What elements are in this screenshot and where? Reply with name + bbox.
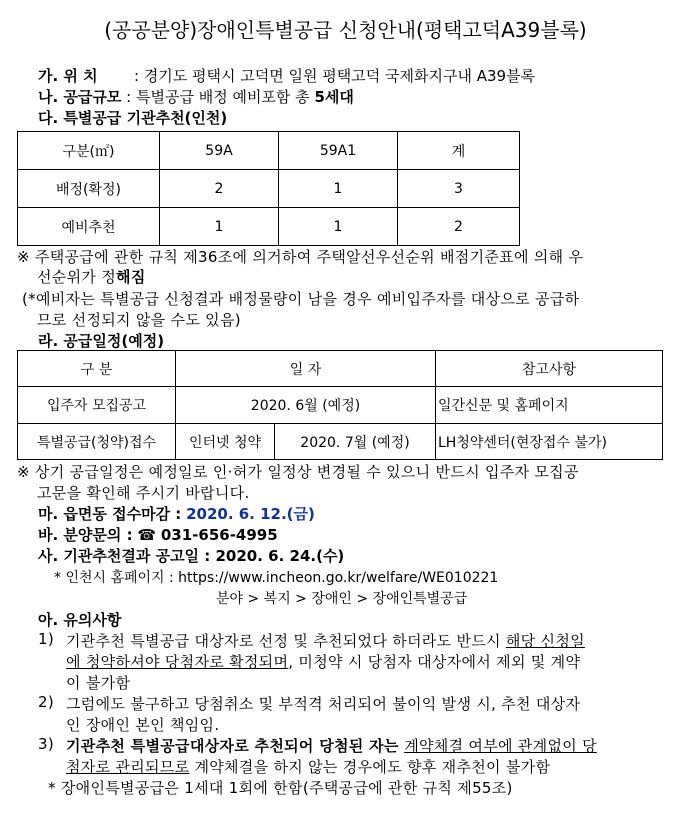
table2-header: 일 자 [176,351,436,387]
table-cell: 2020. 6월 (예정) [176,387,436,424]
caution-2-line1: 그럼에도 불구하고 당첨취소 및 부적격 처리되어 불이익 발생 시, 추천 대상자 [66,695,581,713]
scale-line [38,86,354,107]
caution-3-num: 3) [38,735,54,753]
scale-label: 나. 공급규모 [38,88,122,106]
table-row [18,170,520,208]
phone-icon: ☎ [137,526,157,544]
inquiry-label: 바. 분양문의 : [38,526,133,544]
table-row [18,424,663,460]
caution-3-bold: 기관추천 특별공급대상자로 추천되어 당첨된 자는 [66,737,405,755]
table-cell: 예비추천 [18,208,160,246]
deadline-value: 2020. 6. 12.(금) [186,505,315,523]
caution-2-line2: 인 장애인 본인 책임임. [66,716,220,734]
table-cell: 배정(확정) [18,170,160,208]
scale-value-bold: 5세대 [314,88,354,106]
table-row [18,387,663,424]
deadline-label: 마. 읍면동 접수마감 : [38,505,182,523]
incheon-line2: 분야 > 복지 > 장애인 > 장애인특별공급 [216,591,468,607]
caution-1-num: 1) [38,630,54,648]
caution-1-line1 [66,630,585,651]
table-cell: 1 [279,170,398,208]
table2-header: 참고사항 [436,351,663,387]
table-cell: 2 [398,208,520,246]
caution-3-line2 [66,756,550,777]
table1-header: 계 [398,132,520,170]
note1-line1: ※ 주택공급에 관한 규칙 제36조에 의거하여 주택알선우선순위 배점기준표에 의해 우 [17,248,584,266]
table-cell: 인터넷 청약 [176,424,275,460]
note3-line1: ※ 상기 공급일정은 예정일로 인·허가 일정상 변경될 수 있으니 반드시 입주자 모집공 [17,463,579,481]
caution-3-underlined: 첨자로 관리되므로 [66,758,190,776]
caution-3-line1 [66,735,597,756]
note1-line2 [37,266,146,287]
table1-header: 구분(㎡) [18,132,160,170]
caution-2-num: 2) [38,693,54,711]
caution-1-text: , 미청약 시 당첨자 대상자에서 제외 및 계약 [288,653,581,671]
table-cell: 3 [398,170,520,208]
table1-header: 59A1 [279,132,398,170]
table-cell: 일간신문 및 홈페이지 [436,387,663,424]
caution-1-underlined: 해당 신청일 [505,632,585,650]
table-cell: 1 [160,208,279,246]
incheon-line1: * 인천시 홈페이지 : https://www.incheon.go.kr/welfare/WE010221 [54,570,499,586]
table1-header: 59A [160,132,279,170]
table-row [18,208,520,246]
table-cell: 2020. 7월 (예정) [275,424,436,460]
scale-value: : 특별공급 배정 예비포함 총 [126,88,310,106]
location-value: : 경기도 평택시 고덕면 일원 평택고덕 국제화지구내 A39블록 [134,67,536,85]
inquiry-value: 031-656-4995 [160,526,278,544]
table-cell: 1 [279,208,398,246]
table-cell: 특별공급(청약)접수 [18,424,176,460]
deadline-line [38,503,315,524]
page-title: (공공분양)장애인특별공급 신청안내(평택고덕A39블록) [104,18,587,42]
recommend-table [17,131,520,246]
inquiry-line [38,524,278,545]
table-cell: LH청약센터(현장접수 불가) [436,424,663,460]
caution-1-line2 [66,651,580,672]
caution-1-line3: 이 불가함 [66,674,131,692]
note2-line2: 므로 선정되지 않을 수도 있음) [37,311,241,329]
note3-line2: 고문을 확인해 주시기 바랍니다. [37,484,250,502]
caution-3-underlined: 계약체결 여부에 관계없이 당 [404,737,597,755]
caution-1-underlined: 에 청약하셔야 당첨자로 확정되며 [66,653,289,671]
caution-footnote: * 장애인특별공급은 1세대 1회에 한함(주택공급에 관한 규칙 제55조) [48,779,513,797]
note1-line2-text: 선순위가 정 [37,268,117,286]
caution-3-text: 계약체결을 하지 않는 경우에도 향후 재추천이 불가함 [189,758,551,776]
note2-line1: (*예비자는 특별공급 신청결과 배정물량이 남을 경우 예비입주자를 대상으로 공급하 [22,290,580,308]
location-label: 가. 위 치 [38,67,98,85]
schedule-label: 라. 공급일정(예정) [38,332,165,350]
recommend-label: 다. 특별공급 기관추천(인천) [38,109,228,127]
schedule-table [17,350,663,460]
table2-header: 구 분 [18,351,176,387]
note1-line2-bold: 해짐 [116,268,146,286]
announce-label: 사. 기관추천결과 공고일 : 2020. 6. 24.(수) [38,547,345,565]
table-cell: 입주자 모집공고 [18,387,176,424]
caution-label: 아. 유의사항 [38,611,122,629]
table-cell: 2 [160,170,279,208]
caution-1-text: 기관추천 특별공급 대상자로 선정 및 추천되었다 하더라도 반드시 [66,632,506,650]
